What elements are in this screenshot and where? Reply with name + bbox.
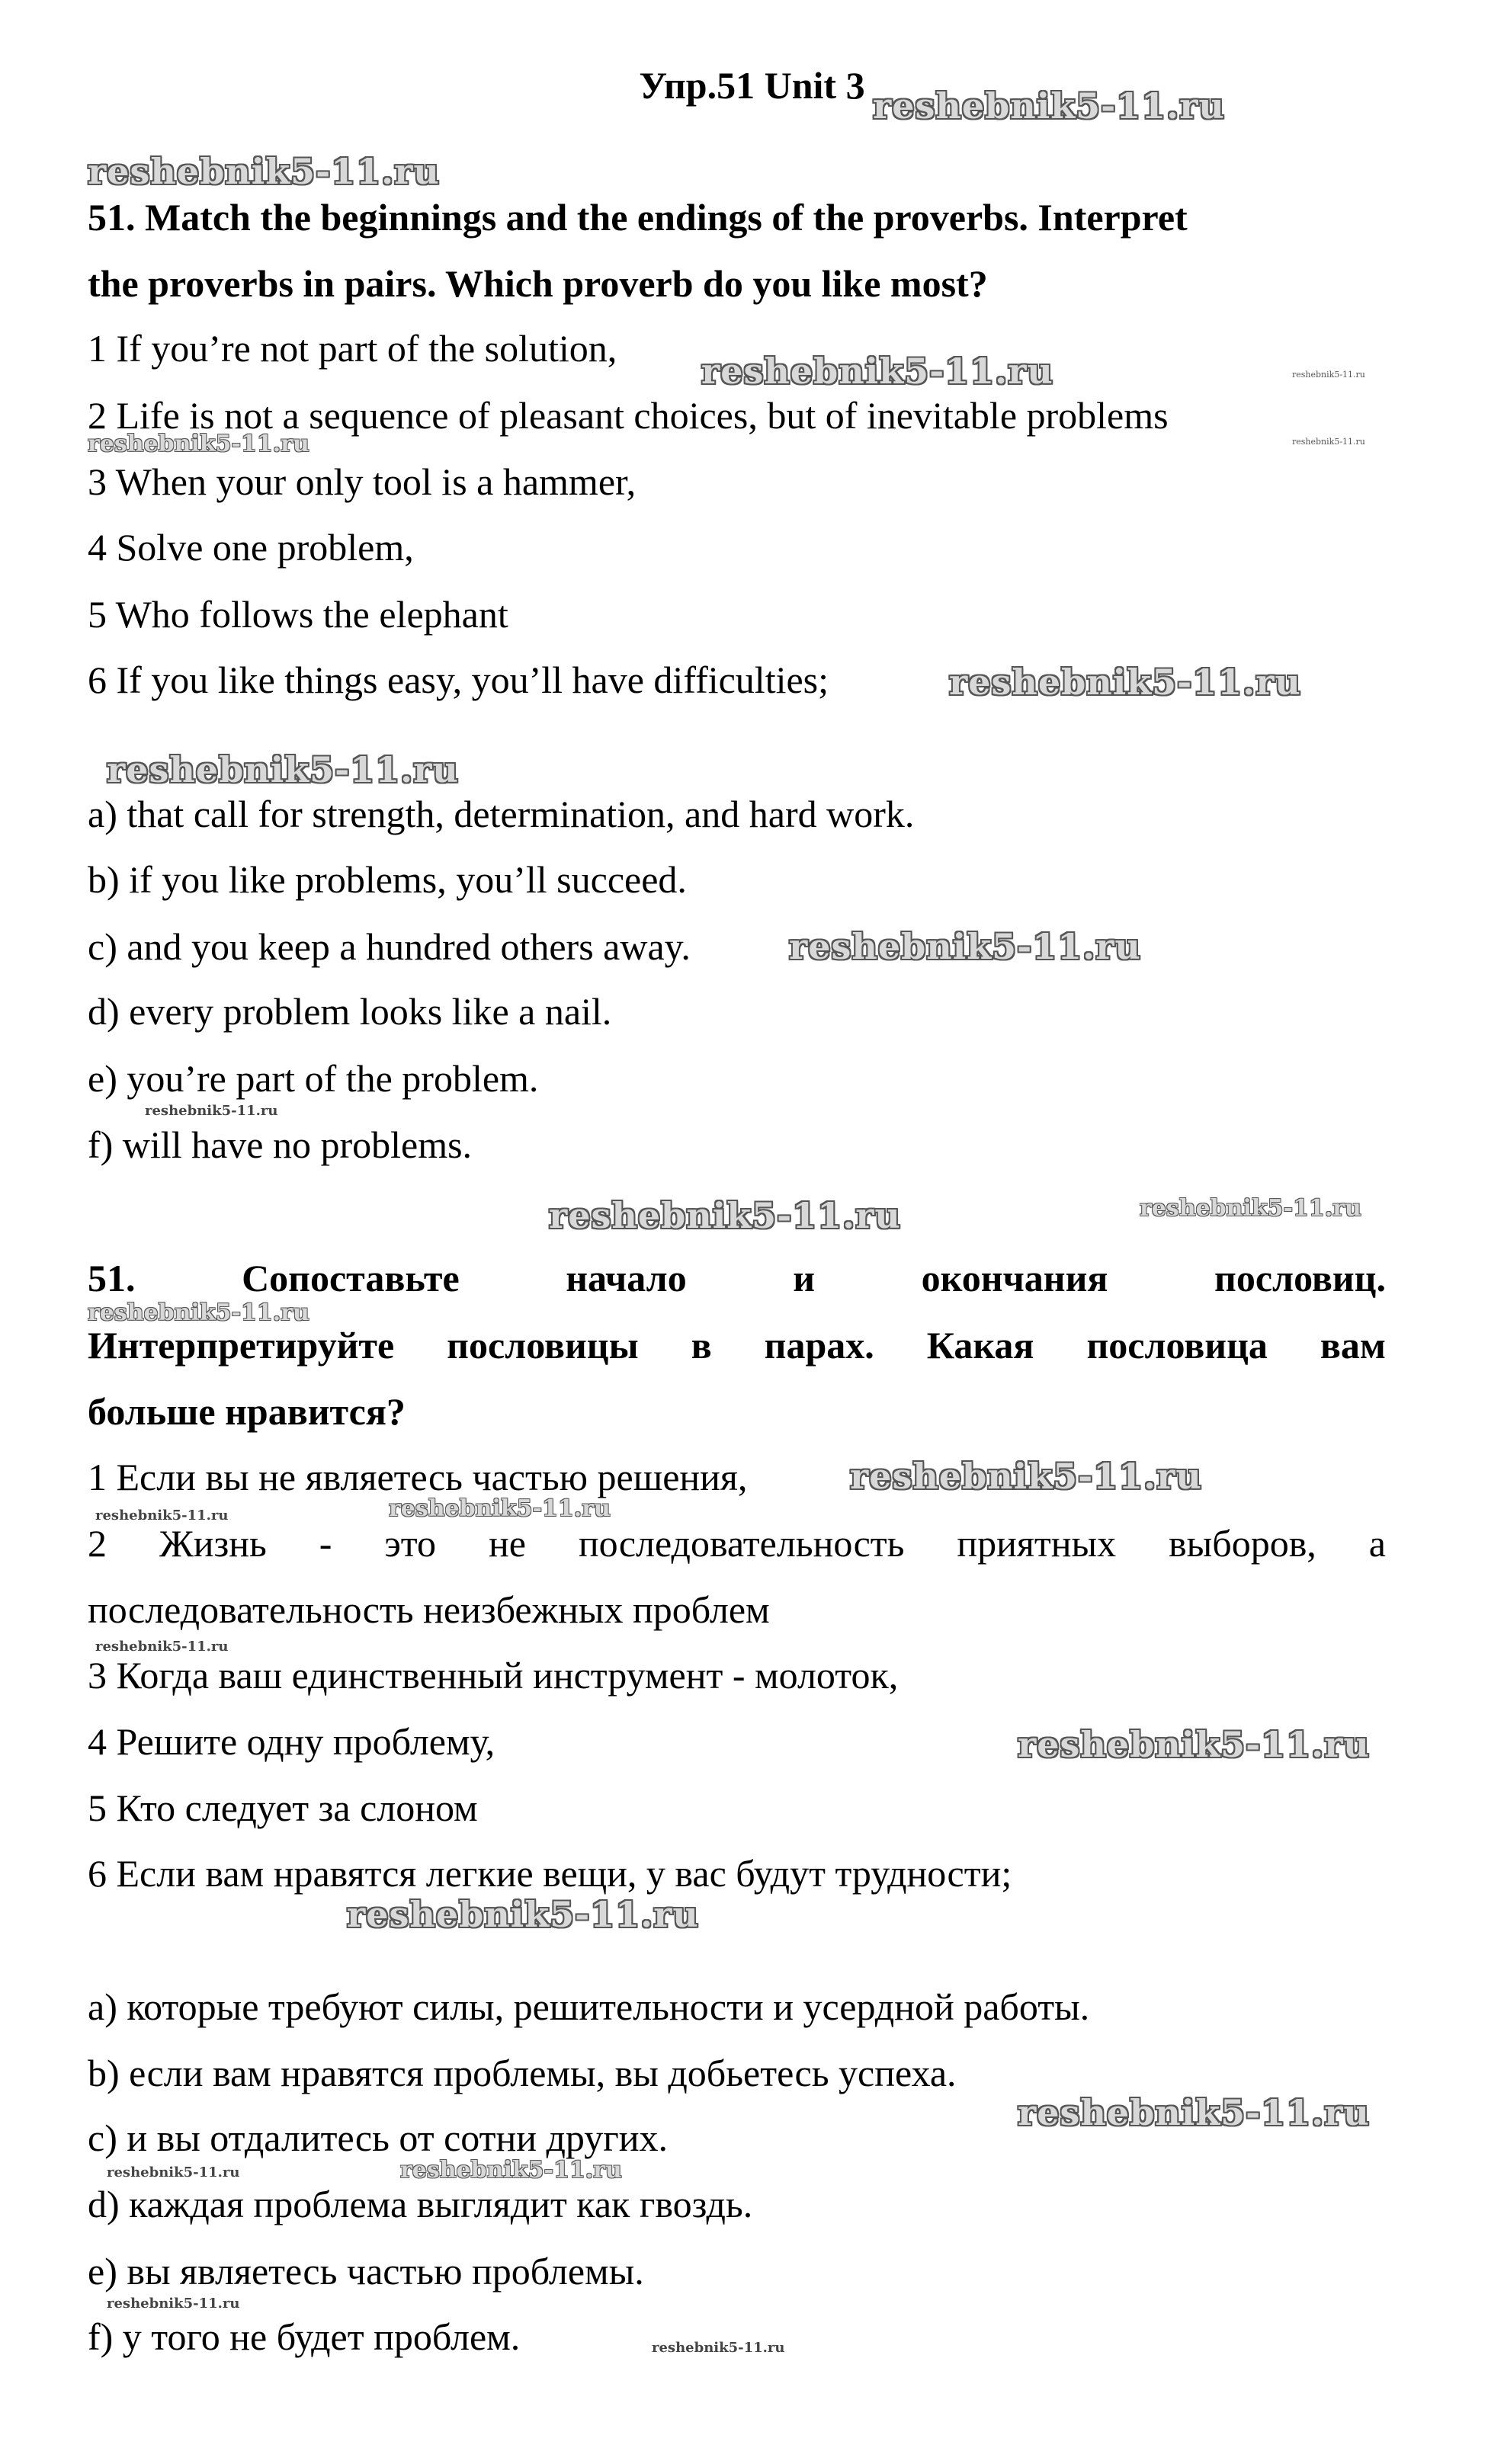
watermark: reshebnik5-11.ru (789, 926, 1141, 967)
watermark: reshebnik5-11.ru (850, 1456, 1202, 1497)
watermark: reshebnik5-11.ru (873, 85, 1225, 127)
watermark: reshebnik5-11.ru (389, 1495, 611, 1522)
russian-task-line-3: больше нравится? (88, 1390, 406, 1433)
english-ending-a: a) that call for strength, determination, and hard work. (88, 793, 915, 835)
russian-beginning-1: 1 Если вы не являетесь частью решения, (88, 1456, 748, 1498)
russian-word: приятных (957, 1522, 1117, 1565)
english-task-line-1: 51. Match the beginnings and the endings of the proverbs. Interpret (88, 196, 1188, 239)
english-ending-f: f) will have no problems. (88, 1123, 473, 1166)
russian-ending-e: e) вы являетесь частью проблемы. (88, 2250, 644, 2293)
russian-task-word: начало (566, 1257, 687, 1299)
english-task-line-2: the proverbs in pairs. Which proverb do you like most? (88, 262, 988, 305)
russian-task-word: Какая (926, 1324, 1034, 1367)
watermark: reshebnik5-11.ru (107, 749, 459, 790)
russian-beginning-4: 4 Решите одну проблему, (88, 1720, 495, 1763)
russian-word: последовательность (578, 1522, 905, 1565)
watermark: reshebnik5-11.ru (1018, 2092, 1370, 2133)
russian-task-word: 51. (88, 1257, 136, 1299)
russian-word: выборов, (1169, 1522, 1316, 1565)
english-ending-c: c) and you keep a hundred others away. (88, 925, 691, 968)
russian-task-word: вам (1320, 1324, 1386, 1367)
english-ending-d: d) every problem looks like a nail. (88, 990, 612, 1033)
watermark: reshebnik5-11.ru (1140, 1195, 1361, 1222)
russian-beginning-6: 6 Если вам нравятся легкие вещи, у вас будут трудности; (88, 1852, 1012, 1895)
russian-task-word: окончания (921, 1257, 1108, 1299)
russian-task-word: и (793, 1257, 816, 1299)
russian-word: 2 (88, 1522, 107, 1565)
russian-ending-c: c) и вы отдалитесь от сотни других. (88, 2116, 669, 2159)
russian-task-word: пословиц. (1214, 1257, 1386, 1299)
russian-ending-a: a) которые требуют силы, решительности и усердной работы. (88, 1985, 1090, 2028)
watermark: reshebnik5-11.ru (1018, 1724, 1370, 1765)
watermark: reshebnik5-11.ru (1292, 437, 1365, 447)
watermark: reshebnik5-11.ru (95, 1508, 229, 1524)
russian-task-line-2 (88, 1322, 1386, 1368)
watermark: reshebnik5-11.ru (347, 1894, 699, 1935)
english-beginning-3: 3 When your only tool is a hammer, (88, 460, 637, 503)
watermark: reshebnik5-11.ru (95, 1639, 229, 1655)
russian-task-word: пословица (1086, 1324, 1268, 1367)
russian-word: - (319, 1522, 332, 1565)
russian-beginning-3: 3 Когда ваш единственный инструмент - молоток, (88, 1654, 899, 1697)
watermark: reshebnik5-11.ru (88, 151, 440, 192)
russian-beginning-2 (88, 1520, 1386, 1566)
russian-task-line-1 (88, 1255, 1386, 1301)
watermark: reshebnik5-11.ru (107, 2164, 240, 2180)
russian-task-word: Интерпретируйте (88, 1324, 395, 1367)
page-title: Упр.51 Unit 3 (639, 64, 865, 107)
english-beginning-4: 4 Solve one problem, (88, 526, 414, 569)
russian-task-word: Сопоставьте (242, 1257, 460, 1299)
russian-ending-f: f) у того не будет проблем. (88, 2315, 521, 2358)
watermark: reshebnik5-11.ru (701, 351, 1053, 392)
russian-beginning-2-cont: последовательность неизбежных проблем (88, 1588, 770, 1631)
watermark: reshebnik5-11.ru (949, 662, 1301, 703)
watermark: reshebnik5-11.ru (549, 1195, 901, 1236)
russian-beginning-5: 5 Кто следует за слоном (88, 1786, 478, 1829)
english-beginning-6: 6 If you like things easy, you’ll have difficulties; (88, 658, 829, 701)
russian-word: Жизнь (159, 1522, 267, 1565)
watermark: reshebnik5-11.ru (652, 2340, 785, 2356)
russian-word: не (488, 1522, 526, 1565)
russian-word: а (1368, 1522, 1386, 1565)
watermark: reshebnik5-11.ru (88, 1299, 309, 1326)
english-beginning-1: 1 If you’re not part of the solution, (88, 327, 617, 370)
watermark: reshebnik5-11.ru (1292, 370, 1365, 380)
russian-word: это (384, 1522, 436, 1565)
english-beginning-2: 2 Life is not a sequence of pleasant choices, but of inevitable problems (88, 394, 1169, 437)
english-beginning-5: 5 Who follows the elephant (88, 593, 508, 636)
russian-ending-b: b) если вам нравятся проблемы, вы добьетесь успеха. (88, 2052, 957, 2094)
watermark: reshebnik5-11.ru (400, 2157, 622, 2184)
russian-task-word: в (691, 1324, 712, 1367)
english-ending-e: e) you’re part of the problem. (88, 1057, 539, 1100)
russian-task-word: парах. (764, 1324, 874, 1367)
watermark: reshebnik5-11.ru (145, 1103, 278, 1119)
russian-task-word: пословицы (447, 1324, 639, 1367)
russian-ending-d: d) каждая проблема выглядит как гвоздь. (88, 2183, 753, 2225)
english-ending-b: b) if you like problems, you’ll succeed. (88, 858, 687, 901)
watermark: reshebnik5-11.ru (107, 2296, 240, 2312)
watermark: reshebnik5-11.ru (88, 431, 309, 457)
